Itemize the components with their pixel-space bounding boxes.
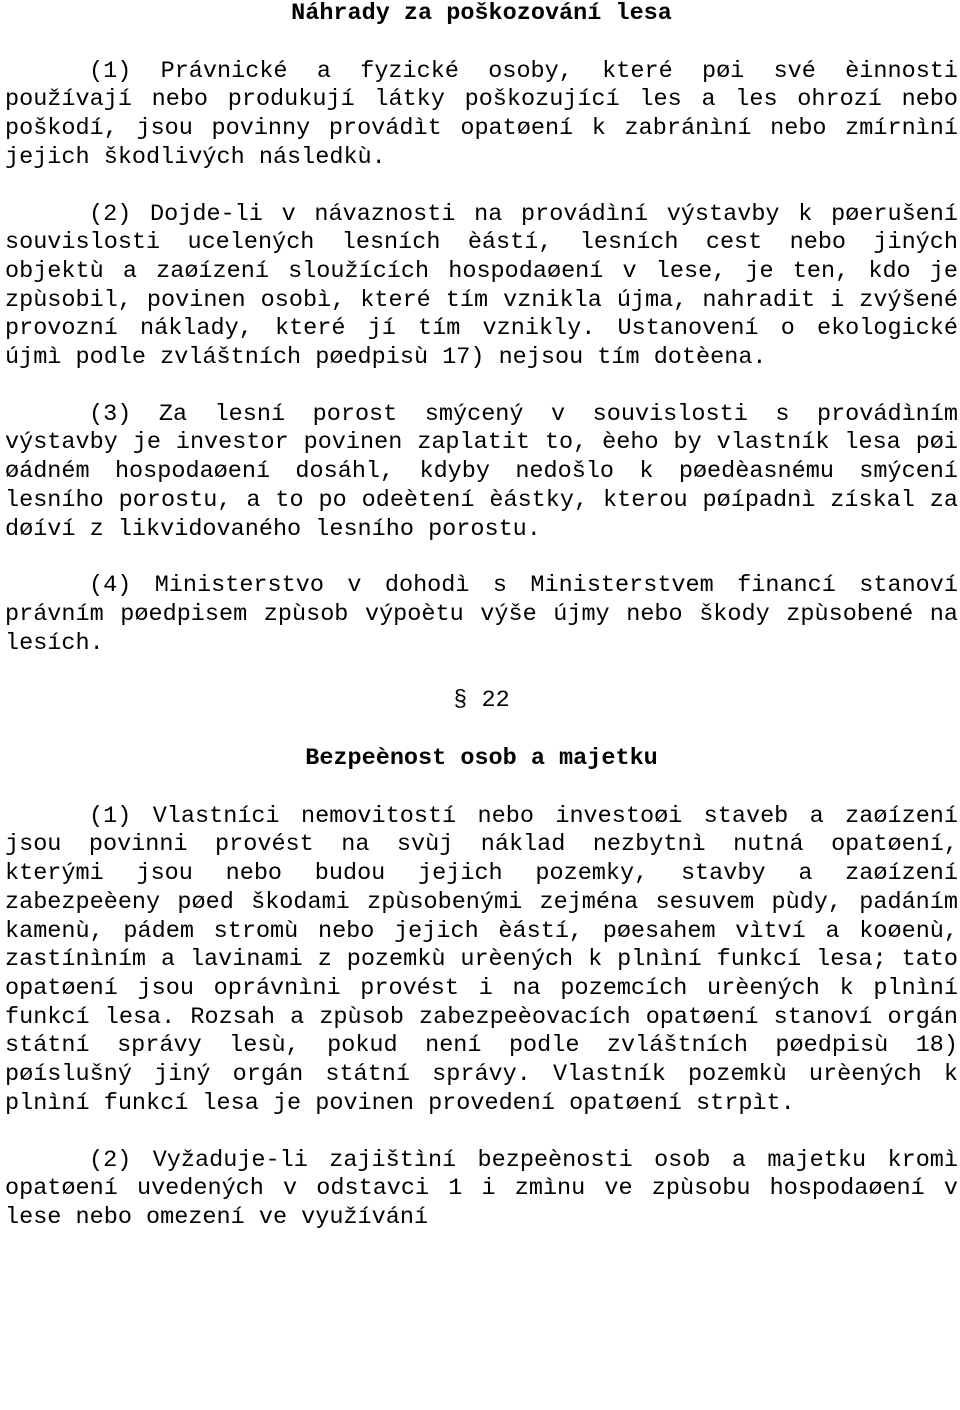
paragraph-1: (1) Právnické a fyzické osoby, které pøi své èinnosti používají nebo produkují látky poškozující les a les ohrozí nebo poškodí, jsou povinny provádìt opatøení k zabránìní nebo zmírnìní jejich škodlivých následkù. xyxy=(5,57,958,171)
paragraph-2: (2) Dojde-li v návaznosti na provádìní výstavby k pøerušení souvislosti ucelených lesních èástí, lesních cest nebo jiných objektù a zaøízení sloužících hospodaøení v lese, je ten, kdo je zpùsobil, povinen osobì, které tím vznikla újma, nahradit i zvýšené provozní náklady, které jí tím vznikly. Ustanovení o ekologické újmì podle zvláštních pøedpisù 17) nejsou tím dotèena. xyxy=(5,200,958,372)
paragraph-3: (3) Za lesní porost smýcený v souvislosti s provádìním výstavby je investor povinen zaplatit to, èeho by vlastník lesa pøi øádném hospodaøení dosáhl, kdyby nedošlo k pøedèasnému smýcení lesního porostu, a to po odeètení èástky, kterou pøípadnì získal za døíví z likvidovaného lesního porostu. xyxy=(5,400,958,543)
paragraph-4: (4) Ministerstvo v dohodì s Ministerstvem financí stanoví právním pøedpisem zpùsob výpoètu výše újmy nebo škody zpùsobené na lesích. xyxy=(5,572,958,657)
document-page xyxy=(5,0,958,1233)
paragraph-safety-2: (2) Vyžaduje-li zajištìní bezpeènosti osob a majetku kromì opatøení uvedených v odstavci 1 i zmìnu ve zpùsobu hospodaøení v lese nebo omezení ve využívání xyxy=(5,1146,958,1231)
section-heading-damages: Náhrady za poškozování lesa xyxy=(291,0,672,27)
paragraph-safety-1: (1) Vlastníci nemovitostí nebo investoøi staveb a zaøízení jsou povinni provést na svùj náklad nezbytnì nutná opatøení, kterými jsou nebo budou jejich pozemky, stavby a zaøízení zabezpeèeny pøed škodami zpùsobenými zejména sesuvem pùdy, padáním kamenù, pádem stromù nebo jejich èástí, pøesahem vìtví a koøenù, zastínìním a lavinami z pozemkù urèených k plnìní funkcí lesa; tato opatøení jsou oprávnìni provést i na pozemcích urèených k plnìní funkcí lesa. Rozsah a zpùsob zabezpeèovacích opatøení stanoví orgán státní správy lesù, pokud není podle zvláštních pøedpisù 18) pøíslušný jiný orgán státní správy. Vlastník pozemkù urèených k plnìní funkcí lesa je povinen provedení opatøení strpìt. xyxy=(5,802,958,1117)
section-number: § 22 xyxy=(453,687,510,715)
section-heading-safety: Bezpeènost osob a majetku xyxy=(305,745,658,773)
